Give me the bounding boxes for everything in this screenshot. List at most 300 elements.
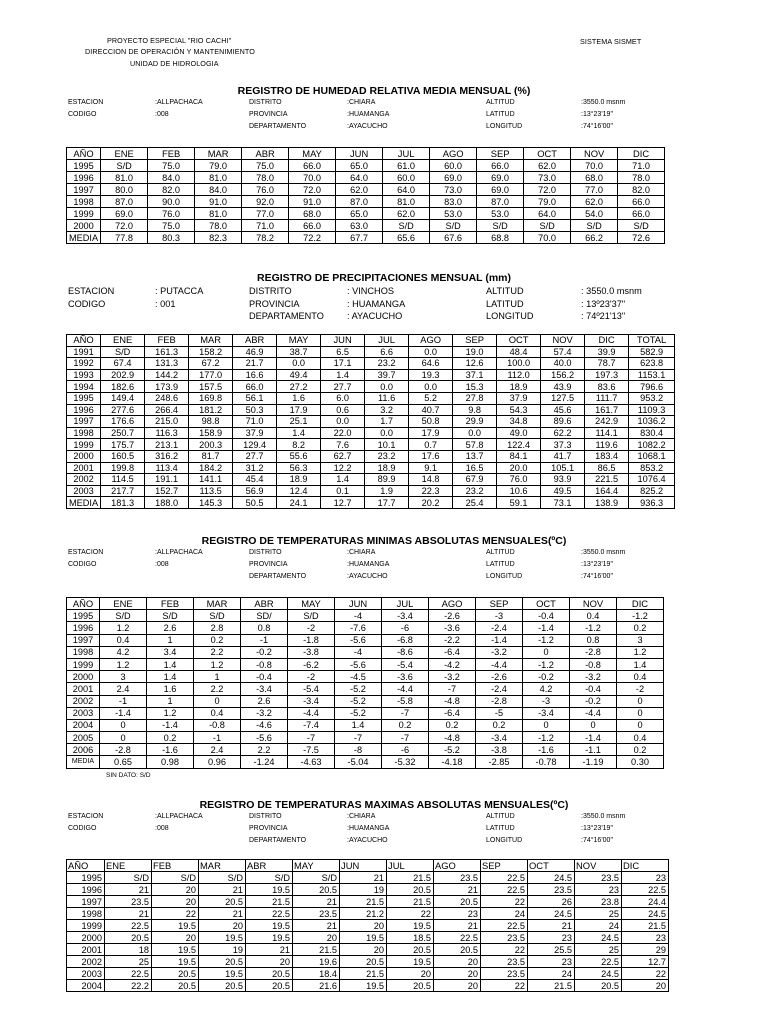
table-cell: 49.0 (497, 427, 541, 439)
table-cell: -1.6 (147, 744, 194, 756)
table-cell: -1.2 (570, 622, 617, 634)
table-cell: 66.0 (618, 196, 665, 208)
table-cell: -4.5 (335, 671, 382, 683)
table-cell: 0 (100, 719, 147, 731)
table-row (67, 427, 675, 439)
table-cell: -1.2 (523, 732, 570, 744)
table-cell: 72.2 (289, 232, 336, 244)
table-cell: 183.4 (585, 450, 629, 462)
table-cell: 188.0 (145, 497, 189, 509)
table-cell: 86.5 (585, 462, 629, 474)
column-header: MAY (288, 598, 335, 610)
table-cell: 266.4 (145, 404, 189, 416)
table-cell: 39.9 (585, 346, 629, 358)
column-header: SEP (476, 598, 523, 610)
table-cell: 111.7 (585, 392, 629, 404)
table-cell: -3.6 (382, 671, 429, 683)
table-cell: -3.2 (476, 646, 523, 658)
table-cell: 825.2 (629, 485, 675, 497)
project-name: PROYECTO ESPECIAL "RIO CACHI" (107, 36, 232, 45)
table-cell: 9.8 (453, 404, 497, 416)
column-header: DIC (618, 148, 665, 160)
table-cell: 19.5 (246, 920, 293, 932)
table-cell: 21.5 (387, 872, 434, 884)
meta-value: : 13º23'37" (581, 298, 626, 309)
table-cell: 19 (340, 884, 387, 896)
table-row (67, 622, 664, 634)
table-cell: 37.9 (497, 392, 541, 404)
table-cell: 129.4 (233, 439, 277, 451)
table-cell: 22.5 (481, 884, 528, 896)
table-cell: -3.2 (570, 671, 617, 683)
column-header: AGO (429, 598, 476, 610)
table-cell: 20 (152, 884, 199, 896)
table-cell: 17.1 (321, 358, 365, 370)
table-cell: 953.2 (629, 392, 675, 404)
row-label-cell: 2001 (67, 944, 105, 956)
table-cell: -1.4 (523, 622, 570, 634)
table-cell: 23.5 (293, 908, 340, 920)
meta-label: DEPARTAMENTO (249, 573, 307, 580)
table-cell: 100.0 (497, 358, 541, 370)
table-cell: 1.2 (194, 658, 241, 670)
table-cell: 20.5 (152, 980, 199, 992)
meta-value: : 74º21'13" (581, 311, 626, 321)
table-cell: S/D (246, 872, 293, 884)
table-cell: 7.6 (321, 439, 365, 451)
table-cell: -4.4 (288, 707, 335, 719)
table-cell: 25.5 (528, 944, 575, 956)
table-cell: 0.2 (617, 622, 664, 634)
table-cell: -7.4 (288, 719, 335, 731)
table-cell: 29 (622, 944, 669, 956)
meta-label: LONGITUD (486, 837, 523, 844)
table-cell: -5.8 (382, 695, 429, 707)
table-cell: -0.4 (570, 683, 617, 695)
table-cell: -2.6 (429, 610, 476, 622)
table-cell: 77.8 (101, 232, 148, 244)
table-cell: 69.0 (101, 208, 148, 220)
table-cell: 22.2 (105, 980, 152, 992)
table-cell: 1.2 (617, 646, 664, 658)
column-header: DIC (617, 598, 664, 610)
column-header: ABR (241, 598, 288, 610)
column-header: MAR (189, 335, 233, 347)
table-cell: 66.2 (571, 232, 618, 244)
table-cell: -7 (335, 732, 382, 744)
table-cell: 20 (199, 920, 246, 932)
table-cell: 1.4 (277, 427, 321, 439)
table-cell: 24 (575, 920, 622, 932)
meta-label: PROVINCIA (249, 561, 288, 568)
table-cell: -1.24 (241, 756, 288, 768)
table-cell: 0.98 (147, 756, 194, 768)
table-cell: 69.0 (477, 184, 524, 196)
table-cell: -0.4 (241, 671, 288, 683)
table-cell: 184.2 (189, 462, 233, 474)
table-cell: 20 (246, 956, 293, 968)
table-cell: 113.4 (145, 462, 189, 474)
table-cell: 221.5 (585, 474, 629, 486)
table-row (67, 404, 675, 416)
table-row (67, 497, 675, 509)
table-cell: 20.5 (199, 896, 246, 908)
table-cell: 87.0 (101, 196, 148, 208)
row-label-cell: 1994 (67, 381, 101, 393)
table-cell: -1.2 (523, 634, 570, 646)
row-label-cell: 1995 (67, 610, 100, 622)
row-label-cell: 2006 (67, 744, 100, 756)
table-cell: 78.0 (618, 172, 665, 184)
table-cell: -0.8 (241, 658, 288, 670)
table-cell: 82.0 (148, 184, 195, 196)
table-cell: 25 (575, 908, 622, 920)
row-label-cell: 1996 (67, 622, 100, 634)
table-cell: 26 (528, 896, 575, 908)
meta-label: LATITUD (486, 111, 515, 118)
table-row (67, 220, 665, 232)
table-cell: 38.7 (277, 346, 321, 358)
row-label-cell: 2002 (67, 956, 105, 968)
table-cell: 113.5 (189, 485, 233, 497)
table-cell: 2.2 (241, 744, 288, 756)
row-label-cell: 2005 (67, 732, 100, 744)
table-cell: -4.4 (382, 683, 429, 695)
table-cell: -5.2 (429, 744, 476, 756)
table-cell: 22.5 (434, 932, 481, 944)
meta-value: :AYACUCHO (347, 573, 388, 580)
table-cell: 3.4 (147, 646, 194, 658)
table-cell: 127.5 (541, 392, 585, 404)
meta-value: :CHIARA (347, 99, 376, 106)
table-cell: 152.7 (145, 485, 189, 497)
table-cell: 21 (105, 908, 152, 920)
table-cell: 0 (570, 719, 617, 731)
table-cell: 20 (434, 956, 481, 968)
table-cell: 53.0 (430, 208, 477, 220)
table-cell: 24.5 (528, 872, 575, 884)
table-cell: 21 (246, 944, 293, 956)
table-cell: 15.3 (453, 381, 497, 393)
table-cell: 27.8 (453, 392, 497, 404)
table-cell: 60.0 (383, 172, 430, 184)
table-cell: 62.0 (571, 196, 618, 208)
table-cell: 25.4 (453, 497, 497, 509)
table-cell: -0.2 (523, 671, 570, 683)
column-header: ENE (101, 148, 148, 160)
table-cell: 277.6 (101, 404, 145, 416)
table-cell: S/D (147, 610, 194, 622)
table-cell: S/D (194, 610, 241, 622)
row-label-cell: 2001 (67, 462, 101, 474)
table-cell: S/D (477, 220, 524, 232)
table-cell: 77.0 (242, 208, 289, 220)
table-cell: 21 (293, 896, 340, 908)
table-cell: 20.5 (152, 968, 199, 980)
table-cell: 112.0 (497, 369, 541, 381)
table-cell: 21 (293, 920, 340, 932)
table-cell: 22.5 (105, 968, 152, 980)
table-cell: 6.5 (321, 346, 365, 358)
column-header: AGO (434, 860, 481, 872)
table-cell: 181.3 (101, 497, 145, 509)
table-cell: 67.4 (101, 358, 145, 370)
table-cell: 22.5 (481, 920, 528, 932)
table-cell: 64.0 (524, 208, 571, 220)
table-row (67, 719, 664, 731)
meta-label: DISTRITO (249, 286, 292, 296)
table-cell: 250.7 (101, 427, 145, 439)
table-cell: 91.0 (195, 196, 242, 208)
table-cell: 68.0 (289, 208, 336, 220)
table-cell: 81.7 (189, 450, 233, 462)
table-cell: 0.0 (321, 416, 365, 428)
meta-value: :HUAMANGA (347, 111, 390, 118)
table-cell: -2.8 (100, 744, 147, 756)
table-cell: 0 (617, 707, 664, 719)
table-row (67, 358, 675, 370)
table-cell: 22.5 (481, 872, 528, 884)
table-cell: 1.4 (321, 474, 365, 486)
row-label-cell: 1996 (67, 884, 105, 896)
table-cell: 141.1 (189, 474, 233, 486)
table-cell: 1.6 (147, 683, 194, 695)
table-cell: 0.2 (429, 719, 476, 731)
table-cell: 0.2 (617, 744, 664, 756)
table-cell: 66.0 (233, 381, 277, 393)
row-label-cell: 2002 (67, 695, 100, 707)
table-cell: 20.5 (387, 884, 434, 896)
meta-label: LONGITUD (486, 123, 523, 130)
table-cell: 0.8 (570, 634, 617, 646)
column-header: DIC (622, 860, 669, 872)
column-header: MAR (195, 148, 242, 160)
table-cell: -3.2 (429, 671, 476, 683)
row-label-cell: 2004 (67, 719, 100, 731)
table-cell: 22.5 (246, 908, 293, 920)
table-cell: S/D (101, 160, 148, 172)
table-cell: 16.6 (233, 369, 277, 381)
table-cell: 1082.2 (629, 439, 675, 451)
meta-label: ESTACION (68, 286, 115, 296)
meta-label: ESTACION (68, 549, 104, 556)
column-header: MAY (289, 148, 336, 160)
table-cell: -2 (288, 622, 335, 634)
table-cell: 0.2 (476, 719, 523, 731)
table-cell: 63.0 (336, 220, 383, 232)
column-header: JUL (382, 598, 429, 610)
table-cell: -6.4 (429, 707, 476, 719)
section-title: REGISTRO DE TEMPERATURAS MINIMAS ABSOLUTAS MENSUALES(ºC) (201, 535, 567, 547)
column-header: MAR (199, 860, 246, 872)
table-cell: -0.8 (194, 719, 241, 731)
table-cell: -1.4 (476, 634, 523, 646)
table-cell: -1 (241, 634, 288, 646)
table-cell: 2.4 (194, 744, 241, 756)
table-cell: 12.7 (321, 497, 365, 509)
table-cell: 0.0 (453, 427, 497, 439)
table-cell: 70.0 (524, 232, 571, 244)
table-cell: 21.2 (340, 908, 387, 920)
table-cell: 54.3 (497, 404, 541, 416)
table-cell: 6.0 (321, 392, 365, 404)
table-cell: 10.6 (497, 485, 541, 497)
table-cell: 24.1 (277, 497, 321, 509)
table-cell: -2.8 (476, 695, 523, 707)
meta-value: :3550.0 msnm (581, 813, 626, 820)
table-cell: 59.1 (497, 497, 541, 509)
table-cell: 10.1 (365, 439, 409, 451)
meta-label: ALTITUD (486, 286, 524, 296)
table-row (67, 956, 669, 968)
row-label-cell: 1999 (67, 920, 105, 932)
table-cell: 23.5 (575, 872, 622, 884)
table-cell: -5.6 (335, 634, 382, 646)
table-cell: 0.2 (147, 732, 194, 744)
meta-value: : 001 (155, 298, 176, 309)
table-cell: 22 (387, 908, 434, 920)
table-cell: 177.0 (189, 369, 233, 381)
data-table (66, 334, 675, 509)
table-row (67, 416, 675, 428)
table-cell: 1068.1 (629, 450, 675, 462)
table-cell: 22.5 (622, 884, 669, 896)
column-header: TOTAL (629, 335, 675, 347)
table-cell: -7 (382, 732, 429, 744)
table-cell: -1.4 (147, 719, 194, 731)
table-cell: 22.0 (321, 427, 365, 439)
table-cell: 55.6 (277, 450, 321, 462)
section-title: REGISTRO DE HUMEDAD RELATIVA MEDIA MENSUAL (%) (237, 85, 531, 97)
row-label-cell: 1992 (67, 358, 101, 370)
table-cell: -8.6 (382, 646, 429, 658)
unit-name: UNIDAD DE HIDROLOGIA (130, 59, 219, 68)
table-cell: 50.5 (233, 497, 277, 509)
table-cell: 20 (152, 932, 199, 944)
meta-label: LATITUD (486, 561, 515, 568)
table-cell: 23.5 (481, 956, 528, 968)
meta-label: LATITUD (486, 298, 524, 309)
table-cell: 23 (622, 932, 669, 944)
table-cell: S/D (152, 872, 199, 884)
table-cell: 20.2 (409, 497, 453, 509)
table-cell: 18.4 (293, 968, 340, 980)
table-row (67, 232, 665, 244)
table-row (67, 658, 664, 670)
table-cell: 92.0 (242, 196, 289, 208)
table-cell: 1.4 (147, 658, 194, 670)
table-cell: 1 (147, 634, 194, 646)
table-cell: 20.5 (199, 980, 246, 992)
table-cell: -3.4 (476, 732, 523, 744)
table-row (67, 872, 669, 884)
column-header: JUL (365, 335, 409, 347)
column-header: NOV (571, 148, 618, 160)
table-cell: 176.6 (101, 416, 145, 428)
row-label-cell: 2000 (67, 450, 101, 462)
table-cell: 0.4 (570, 610, 617, 622)
meta-value: :CHIARA (347, 813, 376, 820)
table-cell: -2.4 (476, 622, 523, 634)
table-cell: 199.8 (101, 462, 145, 474)
meta-label: DEPARTAMENTO (249, 311, 324, 321)
table-cell: 1 (147, 695, 194, 707)
table-cell: 16.5 (453, 462, 497, 474)
table-cell: -5.4 (382, 658, 429, 670)
table-cell: 71.0 (618, 160, 665, 172)
table-cell: 82.0 (618, 184, 665, 196)
table-cell: 0.65 (100, 756, 147, 768)
table-cell: 24.5 (528, 908, 575, 920)
table-cell: 161.7 (585, 404, 629, 416)
table-cell: 116.3 (145, 427, 189, 439)
table-cell: 145.3 (189, 497, 233, 509)
table-cell: 18.9 (365, 462, 409, 474)
table-cell: -2 (288, 671, 335, 683)
table-cell: -5.2 (335, 683, 382, 695)
table-cell: 18.5 (387, 932, 434, 944)
table-cell: -0.8 (570, 658, 617, 670)
meta-value: :008 (155, 825, 169, 832)
column-header: SEP (477, 148, 524, 160)
table-cell: 23.5 (528, 884, 575, 896)
table-cell: 144.2 (145, 369, 189, 381)
table-row (67, 172, 665, 184)
table-cell: 20.5 (246, 980, 293, 992)
table-cell: 11.6 (365, 392, 409, 404)
data-table (66, 597, 664, 769)
table-cell: 20 (340, 920, 387, 932)
table-row (67, 744, 664, 756)
meta-value: :3550.0 msnm (581, 99, 626, 106)
table-cell: -3.6 (429, 622, 476, 634)
table-cell: -5.32 (382, 756, 429, 768)
table-cell: -4.63 (288, 756, 335, 768)
table-cell: 65.6 (383, 232, 430, 244)
table-row (67, 646, 664, 658)
table-cell: 31.2 (233, 462, 277, 474)
table-cell: 0.4 (617, 732, 664, 744)
table-cell: 54.0 (571, 208, 618, 220)
table-cell: 71.0 (242, 220, 289, 232)
table-row (67, 634, 664, 646)
table-row (67, 485, 675, 497)
table-cell: 21.5 (622, 920, 669, 932)
meta-value: :ALLPACHACA (155, 99, 203, 106)
table-cell: 5.2 (409, 392, 453, 404)
column-header: FEB (148, 148, 195, 160)
table-cell: 20.5 (340, 956, 387, 968)
table-cell: 71.0 (233, 416, 277, 428)
table-cell: 213.1 (145, 439, 189, 451)
table-row (67, 450, 675, 462)
row-label-cell: 1997 (67, 634, 100, 646)
column-header: SEP (481, 860, 528, 872)
table-row (67, 208, 665, 220)
table-cell: 853.2 (629, 462, 675, 474)
table-cell: 14.8 (409, 474, 453, 486)
table-cell: 23.5 (481, 968, 528, 980)
table-cell: 138.9 (585, 497, 629, 509)
row-label-cell: 2000 (67, 671, 100, 683)
table-cell: 21.5 (340, 896, 387, 908)
row-label-cell: 2003 (67, 707, 100, 719)
table-cell: 79.0 (195, 160, 242, 172)
table-cell: 0 (617, 719, 664, 731)
table-cell: -4.2 (429, 658, 476, 670)
table-cell: -5.4 (288, 683, 335, 695)
table-cell: 40.0 (541, 358, 585, 370)
